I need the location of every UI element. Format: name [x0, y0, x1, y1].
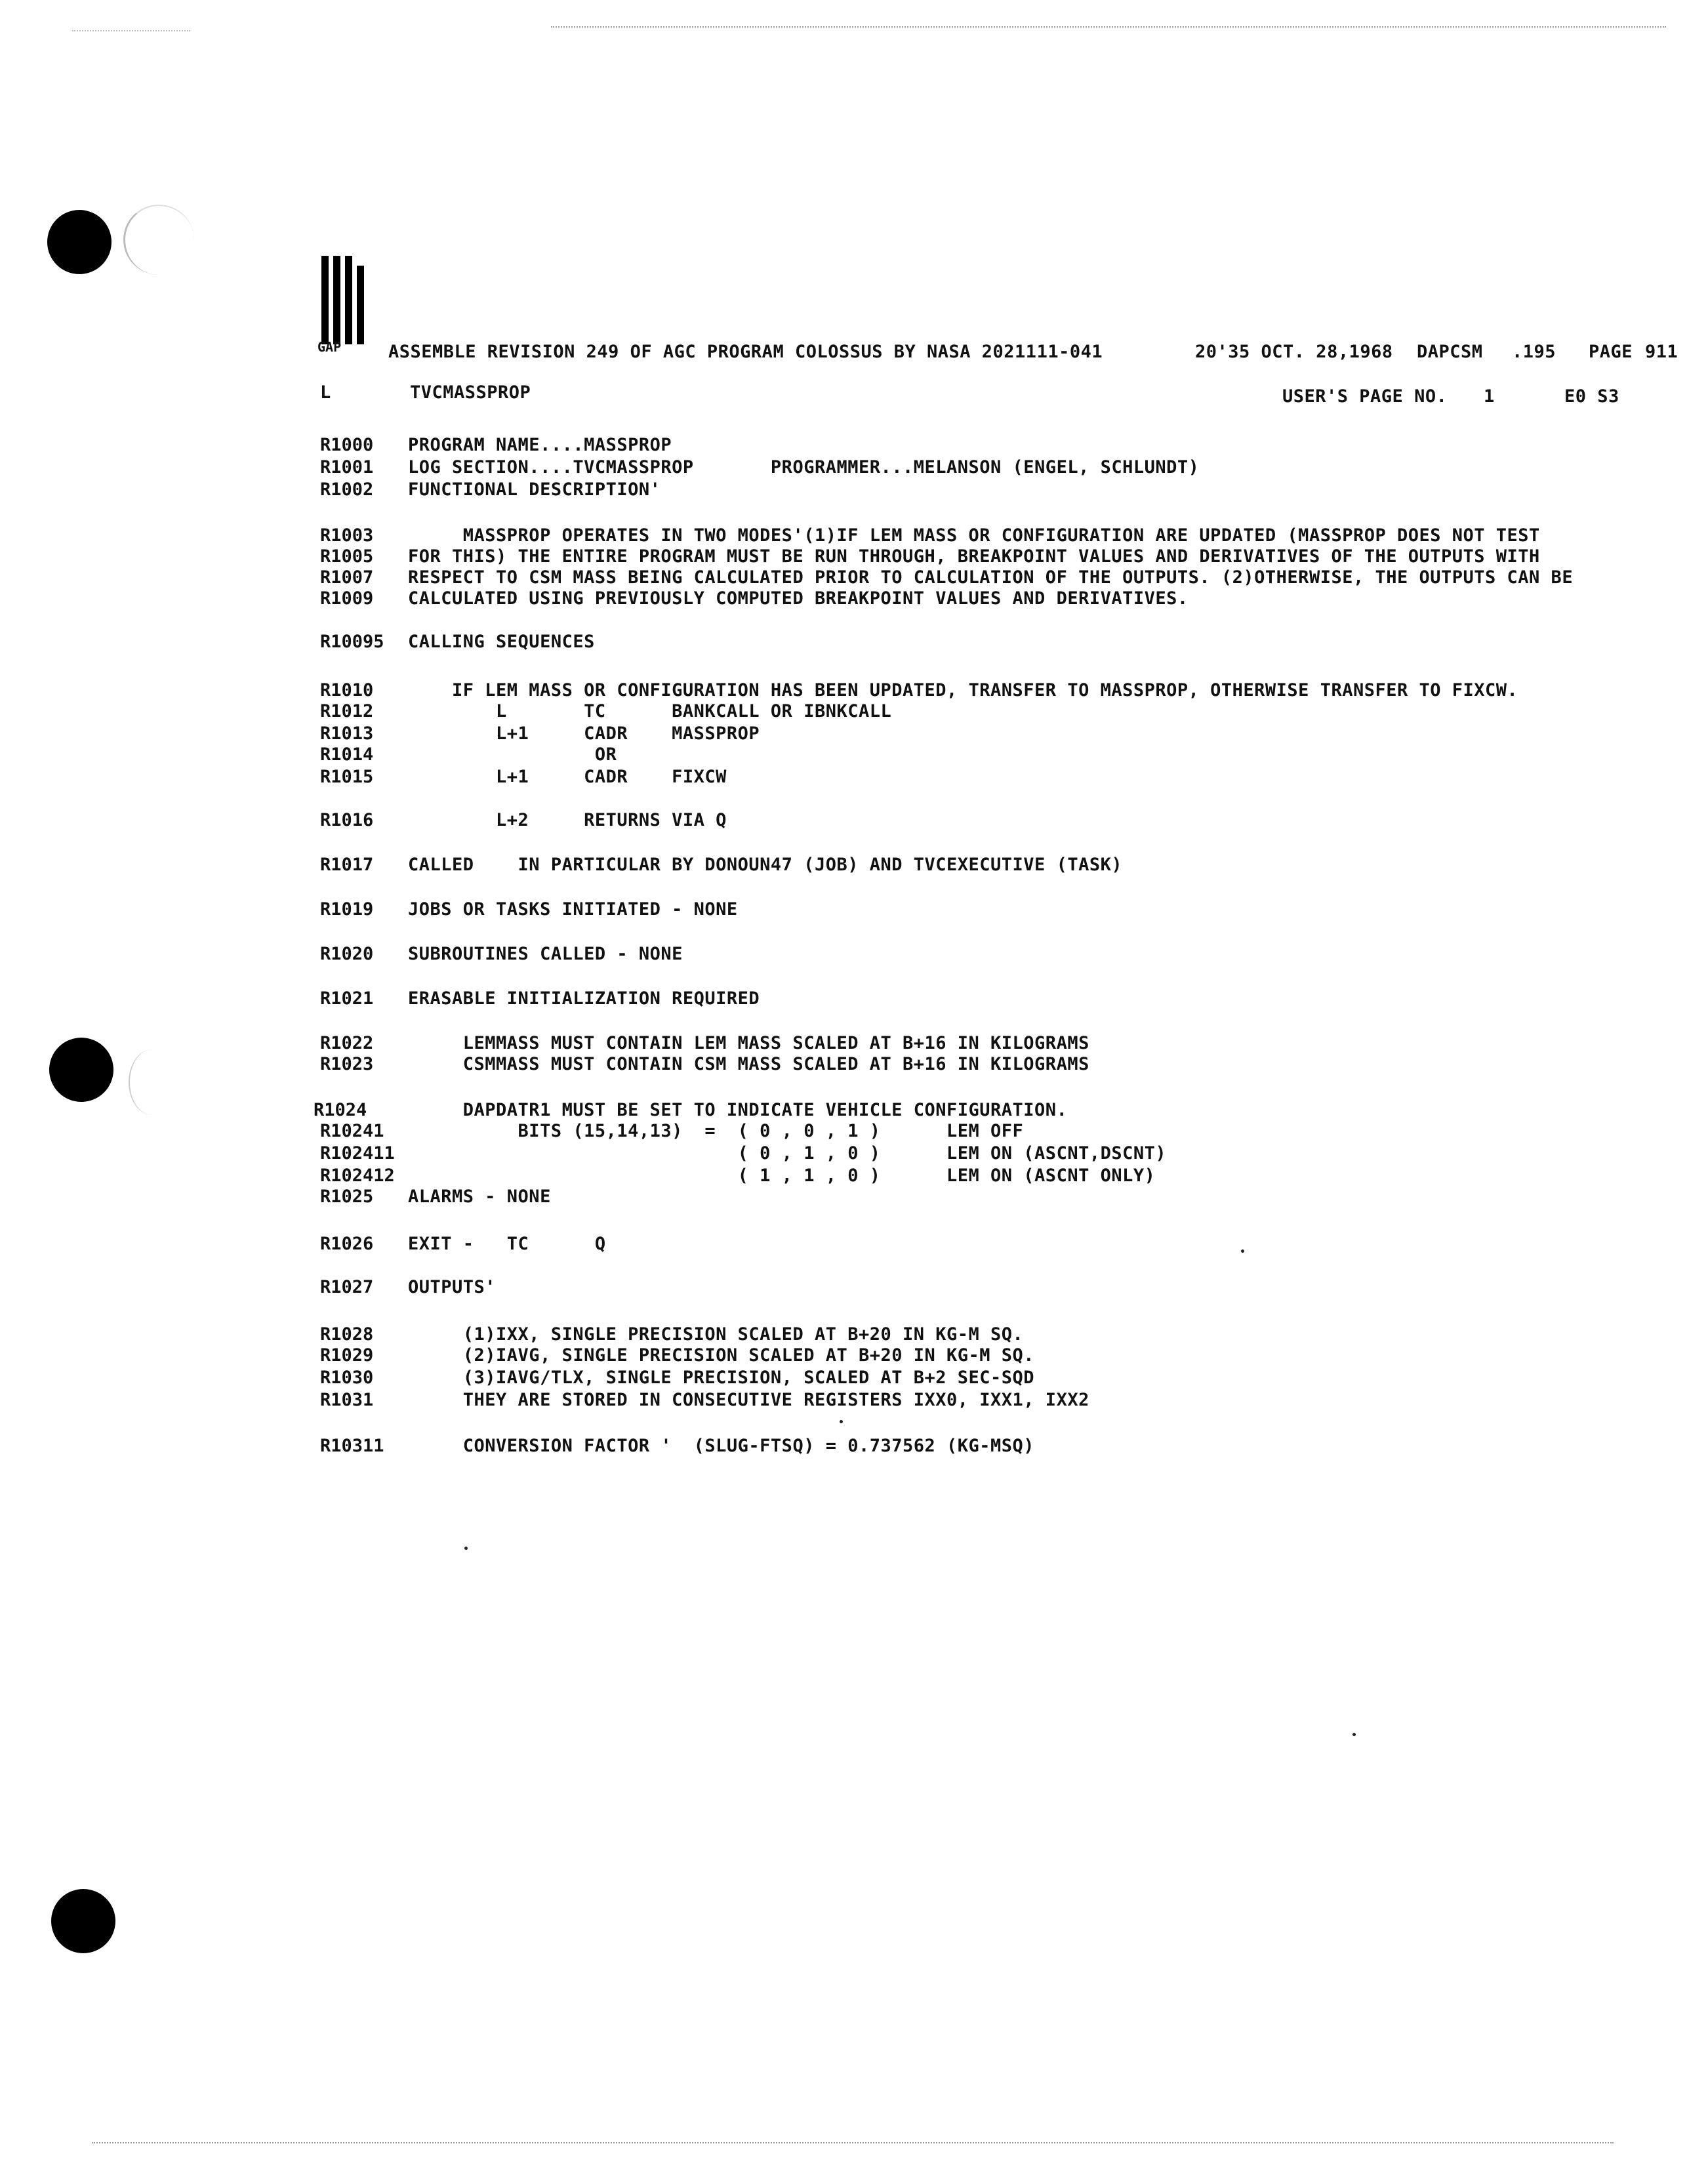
scan-noise-bottom [92, 2142, 1614, 2145]
line-text: LEMMASS MUST CONTAIN LEM MASS SCALED AT B+16 IN KILOGRAMS [408, 1033, 1089, 1053]
line-label: R1015 [320, 767, 374, 787]
punch-hole-ghost-middle [129, 1049, 176, 1115]
line-text: L+1 CADR FIXCW [408, 767, 727, 787]
subheader-user-page-number: 1 [1484, 386, 1495, 407]
scan-noise-top [551, 26, 1666, 29]
line-text: LOG SECTION....TVCMASSPROP PROGRAMMER...MELANSON (ENGEL, SCHLUNDT) [408, 457, 1200, 477]
line-text: THEY ARE STORED IN CONSECUTIVE REGISTERS IXX0, IXX1, IXX2 [408, 1390, 1089, 1410]
line-text: CONVERSION FACTOR ' (SLUG-FTSQ) = 0.737562 (KG-MSQ) [408, 1436, 1035, 1456]
line-text: DAPDATR1 MUST BE SET TO INDICATE VEHICLE CONFIGURATION. [408, 1100, 1068, 1120]
line-label: R1010 [320, 680, 374, 700]
line-label: R1030 [320, 1368, 374, 1388]
line-text: (3)IAVG/TLX, SINGLE PRECISION, SCALED AT B+2 SEC-SQD [408, 1368, 1035, 1388]
line-text: CALLED IN PARTICULAR BY DONOUN47 (JOB) AND TVCEXECUTIVE (TASK) [408, 855, 1123, 875]
scan-speck [1241, 1249, 1244, 1253]
line-label: R1031 [320, 1390, 374, 1410]
line-text: CSMMASS MUST CONTAIN CSM MASS SCALED AT B+16 IN KILOGRAMS [408, 1054, 1089, 1074]
line-label: R10095 [320, 632, 384, 652]
line-text: ( 1 , 1 , 0 ) LEM ON (ASCNT ONLY) [408, 1166, 1156, 1186]
line-label: R102412 [320, 1166, 395, 1186]
subheader-section-name: TVCMASSPROP [410, 382, 531, 403]
line-label: R1028 [320, 1324, 374, 1345]
logo-text: GAP [317, 339, 342, 355]
line-text: ( 0 , 1 , 0 ) LEM ON (ASCNT,DSCNT) [408, 1143, 1167, 1164]
line-label: R1016 [320, 810, 374, 830]
line-text: JOBS OR TASKS INITIATED - NONE [408, 899, 738, 920]
line-text: PROGRAM NAME....MASSPROP [408, 435, 672, 455]
punch-hole-middle [49, 1038, 113, 1102]
line-text: ERASABLE INITIALIZATION REQUIRED [408, 988, 760, 1009]
line-text: OR [408, 744, 617, 765]
line-text: ALARMS - NONE [408, 1187, 551, 1207]
line-text: (1)IXX, SINGLE PRECISION SCALED AT B+20 IN KG-M SQ. [408, 1324, 1024, 1345]
line-text: OUTPUTS' [408, 1277, 497, 1297]
line-text: SUBROUTINES CALLED - NONE [408, 944, 683, 964]
subheader-user-page: USER'S PAGE NO. [1282, 386, 1448, 407]
line-label: R1027 [320, 1277, 374, 1297]
line-label: R1005 [320, 546, 374, 567]
line-label: R1023 [320, 1054, 374, 1074]
line-label: R1019 [320, 899, 374, 920]
line-text: IF LEM MASS OR CONFIGURATION HAS BEEN UPDATED, TRANSFER TO MASSPROP, OTHERWISE TRANSFER TO FIXCW. [408, 680, 1518, 700]
line-text: L TC BANKCALL OR IBNKCALL [408, 701, 892, 721]
line-label: R1025 [320, 1187, 374, 1207]
line-label: R1022 [320, 1033, 374, 1053]
line-label: R1001 [320, 457, 374, 477]
line-label: R1020 [320, 944, 374, 964]
header-page-label: PAGE [1589, 342, 1633, 362]
subheader-right-code: E0 S3 [1564, 386, 1619, 407]
scan-noise-top-left [72, 30, 190, 33]
line-label: R1012 [320, 701, 374, 721]
punch-hole-bottom [51, 1889, 115, 1953]
line-label: R1029 [320, 1345, 374, 1366]
line-text: RESPECT TO CSM MASS BEING CALCULATED PRIOR TO CALCULATION OF THE OUTPUTS. (2)OTHERWISE, THE OUTPUTS CAN BE [408, 567, 1574, 588]
subheader-l-marker: L [320, 382, 331, 403]
line-label: R1014 [320, 744, 374, 765]
line-text: FOR THIS) THE ENTIRE PROGRAM MUST BE RUN THROUGH, BREAKPOINT VALUES AND DERIVATIVES OF THE OUTPUTS WITH [408, 546, 1540, 567]
line-label: R1002 [320, 479, 374, 500]
line-label: R1017 [320, 855, 374, 875]
punch-hole-top [47, 210, 112, 274]
line-label: R10311 [320, 1436, 384, 1456]
line-label: R1021 [320, 988, 374, 1009]
scan-speck [1352, 1733, 1356, 1736]
scan-speck [464, 1547, 468, 1550]
line-text: L+1 CADR MASSPROP [408, 723, 760, 744]
line-text: MASSPROP OPERATES IN TWO MODES'(1)IF LEM MASS OR CONFIGURATION ARE UPDATED (MASSPROP DOES NOT TEST [408, 525, 1540, 546]
header-page-number: 911 [1645, 342, 1678, 362]
line-label: R1003 [320, 525, 374, 546]
line-text: CALLING SEQUENCES [408, 632, 595, 652]
line-text: CALCULATED USING PREVIOUSLY COMPUTED BREAKPOINT VALUES AND DERIVATIVES. [408, 588, 1189, 609]
line-label: R1026 [320, 1234, 374, 1254]
line-text: EXIT - TC Q [408, 1234, 606, 1254]
header-timestamp: 20'35 OCT. 28,1968 [1195, 342, 1393, 362]
line-label: R1024 [314, 1100, 367, 1120]
line-label: R102411 [320, 1143, 395, 1164]
header-assemble: ASSEMBLE REVISION 249 OF AGC PROGRAM COLOSSUS BY NASA 2021111-041 [388, 342, 1103, 362]
line-label: R1013 [320, 723, 374, 744]
line-text: L+2 RETURNS VIA Q [408, 810, 727, 830]
line-text: FUNCTIONAL DESCRIPTION' [408, 479, 661, 500]
header-dapcsm: DAPCSM [1417, 342, 1483, 362]
line-label: R1009 [320, 588, 374, 609]
line-label: R1000 [320, 435, 374, 455]
line-text: BITS (15,14,13) = ( 0 , 0 , 1 ) LEM OFF [408, 1121, 1024, 1141]
line-label: R1007 [320, 567, 374, 588]
line-label: R10241 [320, 1121, 384, 1141]
scan-speck [840, 1420, 843, 1423]
punch-hole-ghost [123, 205, 194, 275]
line-text: (2)IAVG, SINGLE PRECISION SCALED AT B+20 IN KG-M SQ. [408, 1345, 1035, 1366]
header-dapcsm-page: .195 [1512, 342, 1556, 362]
